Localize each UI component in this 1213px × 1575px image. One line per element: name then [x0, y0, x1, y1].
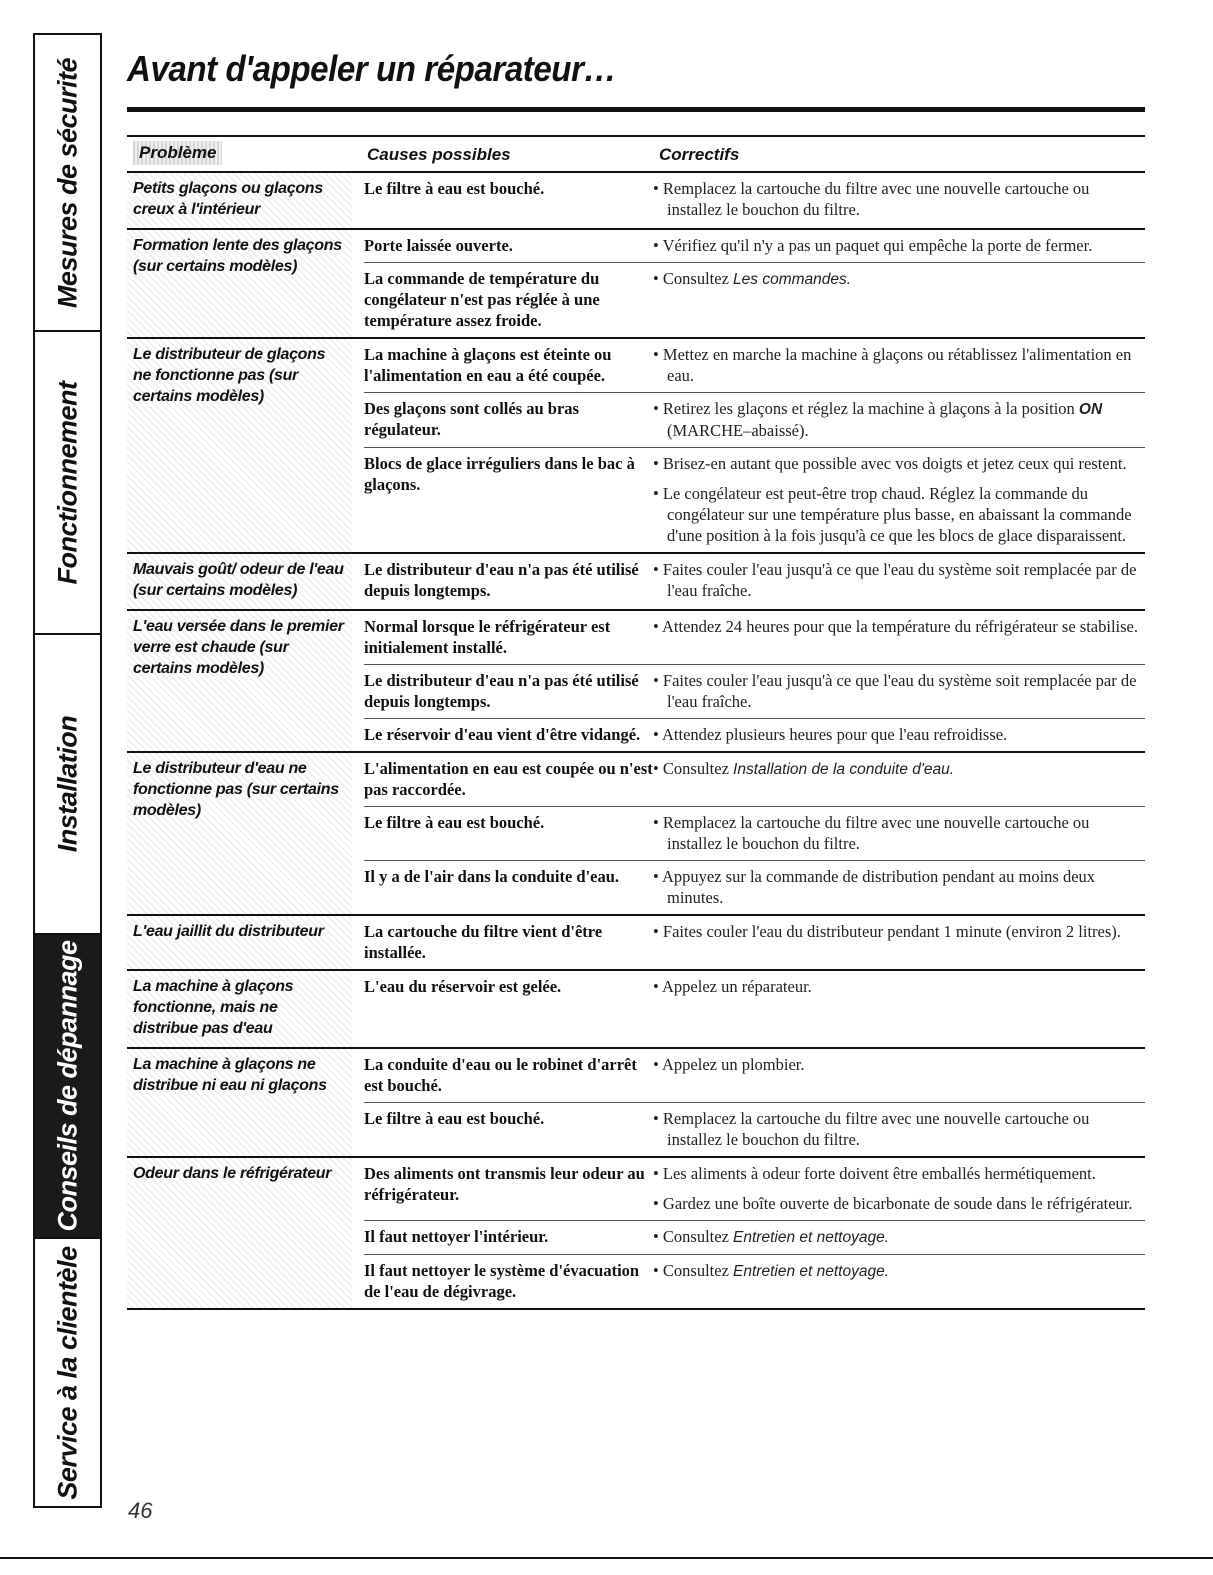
cause-text: Il faut nettoyer l'intérieur. [364, 1227, 549, 1246]
problem-cell: La machine à glaçons ne distribue ni eau ni glaçons [127, 1049, 352, 1156]
bottom-rule [0, 1557, 1213, 1559]
tab-conseils-de-depannage[interactable] [35, 935, 100, 1239]
fix-item: • Les aliments à odeur forte doivent être emballés hermétiquement. [653, 1164, 1096, 1183]
causes-column [364, 753, 1145, 914]
cause-row [364, 860, 1145, 914]
tab-label: Mesures de sécurité [52, 57, 82, 308]
fix-item: • Appelez un plombier. [653, 1055, 805, 1074]
fix-item: • Gardez une boîte ouverte de bicarbonate de soude dans le réfrigérateur. [653, 1194, 1133, 1213]
fixes-cell [653, 1221, 1145, 1254]
fix-item: • Appuyez sur la commande de distribution pendant au moins deux minutes. [653, 867, 1096, 907]
fixes-cell [653, 448, 1145, 552]
causes-column [364, 173, 1145, 228]
fix-item: • Remplacez la cartouche du filtre avec une nouvelle cartouche ou installez le bouchon du filtre. [653, 179, 1090, 219]
problem-cell: Le distributeur de glaçons ne fonctionne pas (sur certains modèles) [127, 339, 352, 552]
cause-text: Le réservoir d'eau vient d'être vidangé. [364, 725, 641, 744]
fix-item: • Remplacez la cartouche du filtre avec une nouvelle cartouche ou installez le bouchon du filtre. [653, 813, 1090, 853]
fix-item: • Faites couler l'eau jusqu'à ce que l'eau du système soit remplacée par de l'eau fraîche. [653, 560, 1137, 600]
section-sidebar [33, 33, 102, 1508]
cause-row [364, 611, 1145, 664]
fixes-cell [653, 554, 1145, 607]
page-number: 46 [128, 1498, 153, 1523]
cause-row [364, 916, 1145, 969]
cause-row [364, 664, 1145, 718]
causes-column [364, 230, 1145, 337]
fixes-cell [653, 719, 1145, 751]
cause-text: Normal lorsque le réfrigérateur est initialement installé. [364, 617, 611, 657]
cause-text: Blocs de glace irréguliers dans le bac à glaçons. [364, 454, 635, 494]
problem-cell: La machine à glaçons fonctionne, mais ne distribue pas d'eau [127, 971, 352, 1047]
cause-row [364, 806, 1145, 860]
fix-item: • Consultez Installation de la conduite d'eau. [653, 759, 955, 778]
fixes-cell [653, 916, 1145, 969]
cause-row [364, 554, 1145, 607]
tab-service-a-la-clientele[interactable] [35, 1239, 100, 1506]
fixes-cell [653, 807, 1145, 860]
table-row [127, 916, 1145, 971]
tab-fonctionnement[interactable] [35, 332, 100, 635]
cause-row [364, 447, 1145, 552]
causes-column [364, 339, 1145, 552]
title-rule [127, 107, 1145, 112]
fix-item: • Attendez 24 heures pour que la température du réfrigérateur se stabilise. [653, 617, 1139, 636]
table-body [127, 173, 1145, 1310]
cause-text: L'alimentation en eau est coupée ou n'est pas raccordée. [364, 759, 653, 799]
cause-text: La cartouche du filtre vient d'être installée. [364, 922, 603, 962]
tab-label: Fonctionnement [52, 381, 82, 584]
fix-item: • Mettez en marche la machine à glaçons ou rétablissez l'alimentation en eau. [653, 345, 1132, 385]
fixes-cell [653, 611, 1145, 664]
cause-row [364, 1254, 1145, 1308]
cause-row [364, 262, 1145, 337]
fix-item: • Faites couler l'eau du distributeur pendant 1 minute (environ 2 litres). [653, 922, 1121, 941]
cause-text: Porte laissée ouverte. [364, 236, 513, 255]
causes-column [364, 554, 1145, 609]
fix-item: • Retirez les glaçons et réglez la machine à glaçons à la position ON (MARCHE–abaissé). [653, 399, 1103, 440]
cause-text: Le distributeur d'eau n'a pas été utilisé depuis longtemps. [364, 671, 639, 711]
page-title: Avant d'appeler un réparateur… [127, 48, 617, 89]
tab-label: Installation [52, 715, 82, 853]
fixes-cell [653, 861, 1145, 914]
fix-item: • Consultez Les commandes. [653, 269, 852, 288]
fixes-cell [653, 1158, 1145, 1220]
fixes-cell [653, 971, 1145, 1003]
fixes-cell [653, 173, 1145, 226]
problem-cell: L'eau versée dans le premier verre est chaude (sur certains modèles) [127, 611, 352, 751]
causes-column [364, 1158, 1145, 1308]
fix-item: • Brisez-en autant que possible avec vos doigts et jetez ceux qui restent. [653, 454, 1127, 473]
problem-cell: Odeur dans le réfrigérateur [127, 1158, 352, 1308]
cause-text: L'eau du réservoir est gelée. [364, 977, 562, 996]
cause-text: Le filtre à eau est bouché. [364, 1109, 545, 1128]
table-row [127, 339, 1145, 554]
problem-cell: Formation lente des glaçons (sur certains modèles) [127, 230, 352, 337]
fixes-cell [653, 339, 1145, 392]
cause-row [364, 1220, 1145, 1254]
causes-column [364, 611, 1145, 751]
table-row [127, 753, 1145, 916]
cause-row [364, 230, 1145, 262]
fix-item: • Faites couler l'eau jusqu'à ce que l'eau du système soit remplacée par de l'eau fraîche. [653, 671, 1137, 711]
cause-row [364, 1102, 1145, 1156]
header-causes: Causes possibles [367, 145, 511, 164]
tab-mesures-de-securite[interactable] [35, 35, 100, 332]
fixes-cell [653, 1103, 1145, 1156]
cause-text: Le filtre à eau est bouché. [364, 813, 545, 832]
header-fixes: Correctifs [659, 145, 740, 164]
problem-cell: L'eau jaillit du distributeur [127, 916, 352, 969]
problem-cell: Petits glaçons ou glaçons creux à l'intérieur [127, 173, 352, 228]
table-row [127, 1049, 1145, 1158]
problem-cell: Le distributeur d'eau ne fonctionne pas (sur certains modèles) [127, 753, 352, 914]
cause-text: Le filtre à eau est bouché. [364, 179, 545, 198]
table-row [127, 173, 1145, 230]
cause-text: Des aliments ont transmis leur odeur au réfrigérateur. [364, 1164, 645, 1204]
cause-text: Des glaçons sont collés au bras régulateur. [364, 399, 579, 439]
cause-text: La commande de température du congélateur n'est pas réglée à une température assez froide. [364, 269, 600, 330]
cause-row [364, 1158, 1145, 1220]
tab-label: Service à la clientèle [52, 1245, 82, 1500]
fix-item: • Consultez Entretien et nettoyage. [653, 1261, 889, 1280]
fixes-cell [653, 1255, 1145, 1308]
cause-row [364, 718, 1145, 751]
cause-text: Il y a de l'air dans la conduite d'eau. [364, 867, 620, 886]
cause-row [364, 971, 1145, 1003]
cause-row [364, 392, 1145, 447]
table-row [127, 611, 1145, 753]
header-problem: Problème [133, 141, 222, 165]
fix-item: • Consultez Entretien et nettoyage. [653, 1227, 889, 1246]
cause-row [364, 339, 1145, 392]
fixes-cell [653, 1049, 1145, 1102]
fixes-cell [653, 393, 1145, 447]
fix-item: • Appelez un réparateur. [653, 977, 812, 996]
fixes-cell [653, 753, 1145, 806]
table-row [127, 1158, 1145, 1310]
causes-column [364, 1049, 1145, 1156]
troubleshooting-table [127, 135, 1145, 1310]
fix-item: • Vérifiez qu'il n'y a pas un paquet qui empêche la porte de fermer. [653, 236, 1093, 255]
cause-text: La conduite d'eau ou le robinet d'arrêt est bouché. [364, 1055, 637, 1095]
table-header [127, 135, 1145, 173]
tab-label: Conseils de dépannage [52, 940, 82, 1232]
tab-installation[interactable] [35, 635, 100, 935]
problem-cell: Mauvais goût/ odeur de l'eau (sur certains modèles) [127, 554, 352, 609]
cause-row [364, 1049, 1145, 1102]
cause-text: La machine à glaçons est éteinte ou l'alimentation en eau a été coupée. [364, 345, 612, 385]
causes-column [364, 916, 1145, 969]
fix-item: • Le congélateur est peut-être trop chaud. Réglez la commande du congélateur sur une température plus basse, en abaissant la commande d'une position à la fois jusqu'à ce que les blocs de glace disparaissent. [653, 484, 1132, 545]
table-row [127, 554, 1145, 611]
fix-item: • Remplacez la cartouche du filtre avec une nouvelle cartouche ou installez le bouchon du filtre. [653, 1109, 1090, 1149]
fixes-cell [653, 263, 1145, 337]
causes-column [364, 971, 1145, 1047]
fixes-cell [653, 230, 1145, 262]
fixes-cell [653, 665, 1145, 718]
cause-text: Il faut nettoyer le système d'évacuation de l'eau de dégivrage. [364, 1261, 640, 1301]
cause-row [364, 173, 1145, 226]
table-row [127, 971, 1145, 1049]
table-row [127, 230, 1145, 339]
cause-text: Le distributeur d'eau n'a pas été utilisé depuis longtemps. [364, 560, 639, 600]
cause-row [364, 753, 1145, 806]
fix-item: • Attendez plusieurs heures pour que l'eau refroidisse. [653, 725, 1008, 744]
